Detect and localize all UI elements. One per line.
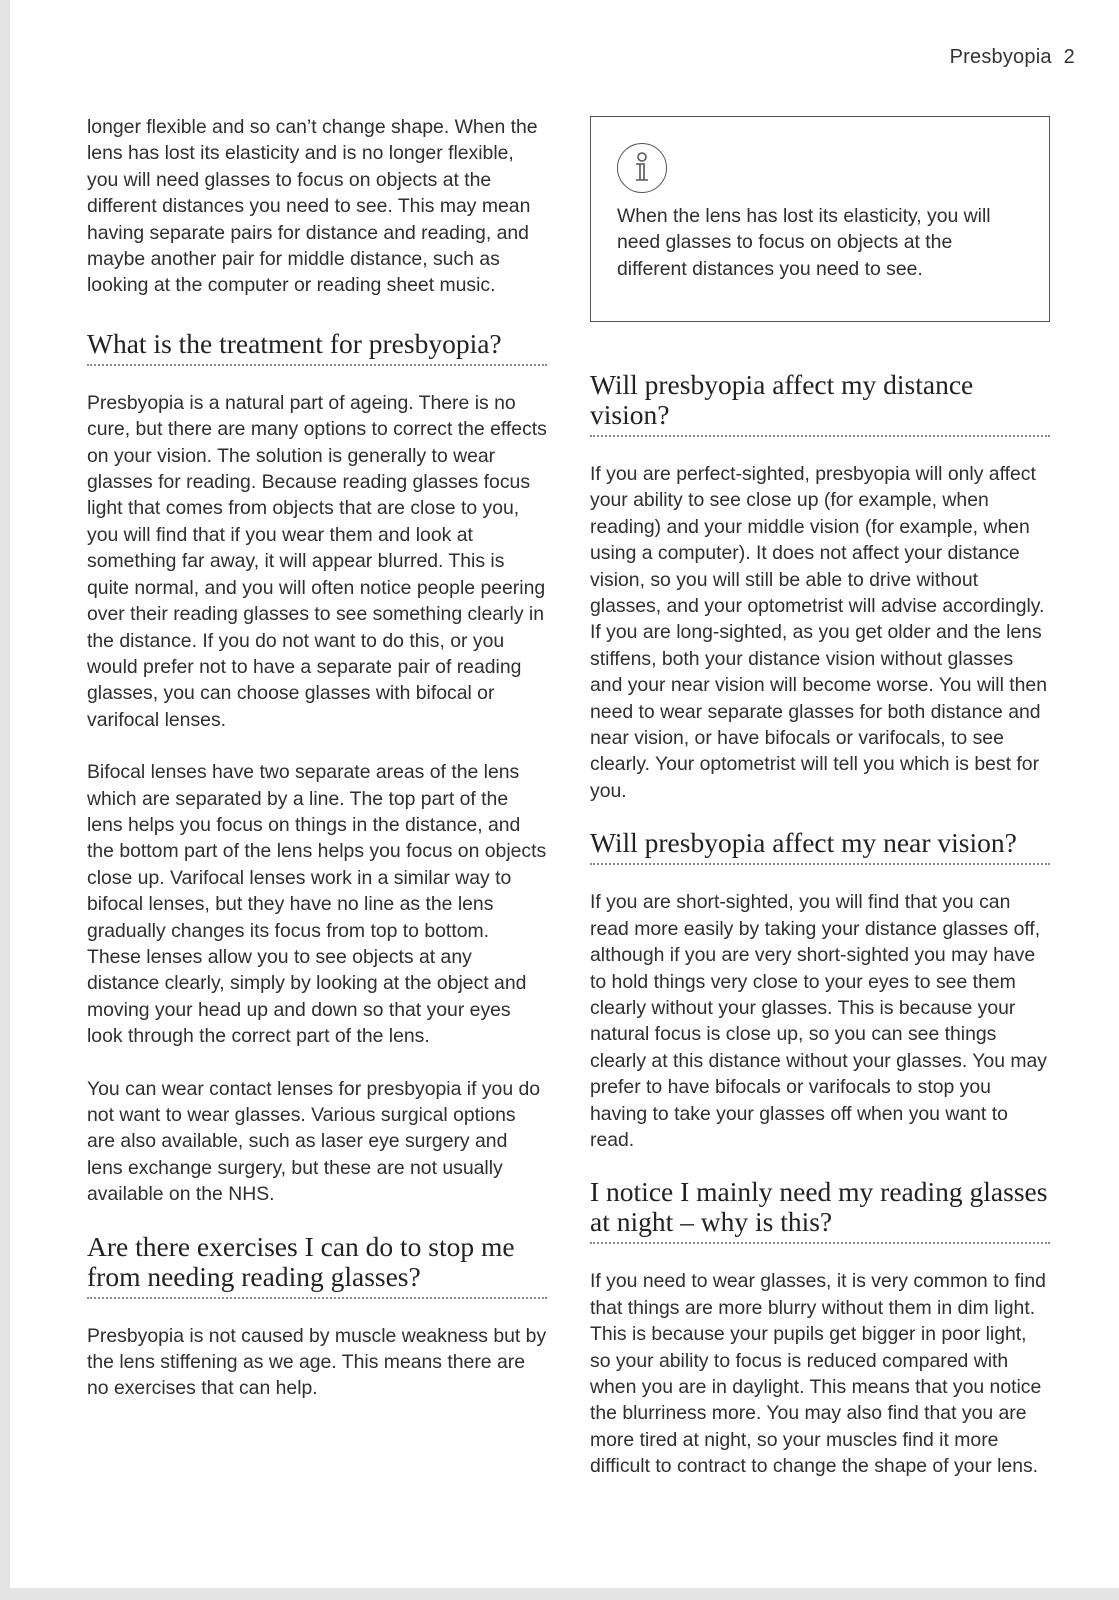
section-exercises	[87, 1232, 547, 1402]
heading-exercises: Are there exercises I can do to stop me from needing reading glasses?	[87, 1232, 547, 1299]
heading-near: Will presbyopia affect my near vision?	[590, 828, 1050, 865]
right-column	[590, 116, 1050, 1480]
exercises-paragraph: Presbyopia is not caused by muscle weakness but by the lens stiffening as we age. This means there are no exercises that can help.	[87, 1324, 547, 1400]
section-near	[590, 828, 1050, 1153]
page-number: 2	[1063, 46, 1075, 68]
near-paragraph: If you are short-sighted, you will find that you can read more easily by taking your distance glasses off, although if you are very short-sighted you may have to hold things very close to your eyes to see them clearly without your glasses. This is because your natural focus is close up, so you can see things clearly at this distance without your glasses. You may prefer to have bifocals or varifocals to stop you having to take your glasses off when you want to read.	[590, 891, 1047, 1151]
heading-night: I notice I mainly need my reading glasses at night – why is this?	[590, 1177, 1050, 1244]
section-night	[590, 1177, 1050, 1479]
header-title: Presbyopia	[949, 46, 1052, 68]
heading-treatment: What is the treatment for presbyopia?	[87, 329, 547, 366]
intro-paragraph: longer flexible and so can’t change shape. When the lens has lost its elasticity and is no longer flexible, you will need glasses to focus on objects at the different distances you need to see. This may mean having separate pairs for distance and reading, and maybe another pair for middle distance, such as looking at the computer or reading sheet music.	[87, 116, 538, 297]
left-column	[87, 114, 547, 1402]
distance-paragraph: If you are perfect-sighted, presbyopia will only affect your ability to see close up (for example, when reading) and your middle vision (for example, when using a computer). It does not affect your distance vision, so you will still be able to drive without glasses, and your optometrist will advise accordingly. If you are long-sighted, as you get older and the lens stiffens, both your distance vision without glasses and your near vision will become worse. You will then need to wear separate glasses for both distance and near vision, or have bifocals or varifocals, to see clearly. Your optometrist will tell you which is best for you.	[590, 463, 1048, 802]
treatment-paragraph-1: Presbyopia is a natural part of ageing. There is no cure, but there are many options to correct the effects on your vision. The solution is generally to wear glasses for reading. Because reading glasses focus light that comes from objects that are close to you, you will find that if you wear them and look at something far away, it will appear blurred. This is quite normal, and you will often notice people peering over their reading glasses to see something clearly in the distance. If you do not want to do this, or you would prefer not to have a separate pair of reading glasses, you can choose glasses with bifocal or varifocal lenses.	[87, 391, 547, 731]
section-treatment	[87, 329, 547, 1208]
info-box	[590, 116, 1050, 322]
treatment-paragraph-2: Bifocal lenses have two separate areas of the lens which are separated by a line. The top part of the lens helps you focus on things in the distance, and the bottom part of the lens helps you focus on objects close up. Varifocal lenses work in a similar way to bifocal lenses, but they have no line as the lens gradually changes its focus from top to bottom. These lenses allow you to see objects at any distance clearly, simply by looking at the object and moving your head up and down so that your eyes look through the correct part of the lens.	[87, 761, 547, 1048]
night-paragraph: If you need to wear glasses, it is very common to find that things are more blurry without them in dim light. This is because your pupils get bigger in poor light, so your ability to focus is reduced compared with when you are in daylight. This means that you notice the blurriness more. You may also find that you are more tired at night, so your muscles find it more difficult to contract to change the shape of your lens.	[590, 1270, 1046, 1478]
section-distance	[590, 370, 1050, 804]
info-icon-glyph	[629, 151, 655, 185]
running-header	[950, 46, 1075, 69]
treatment-paragraph-3: You can wear contact lenses for presbyopia if you do not want to wear glasses. Various surgical options are also available, such as laser eye surgery and lens exchange surgery, but these are not usually available on the NHS.	[87, 1077, 541, 1206]
info-icon	[617, 143, 667, 193]
heading-distance: Will presbyopia affect my distance vision?	[590, 370, 1050, 437]
info-box-text: When the lens has lost its elasticity, you will need glasses to focus on objects at the different distances you need to see.	[617, 205, 991, 280]
document-page	[10, 0, 1119, 1588]
